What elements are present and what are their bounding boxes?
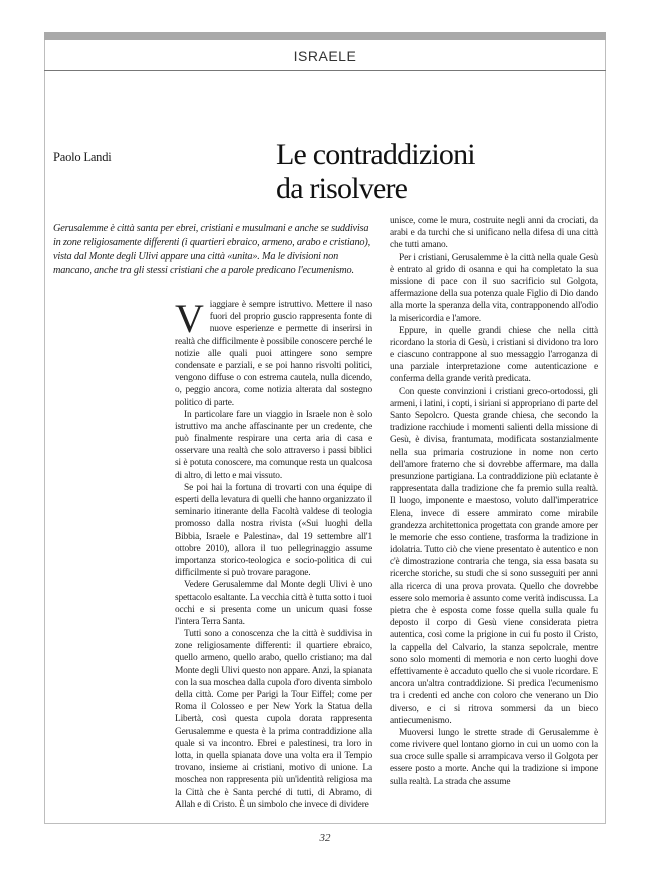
paragraph: In particolare fare un viaggio in Israele non è solo istruttivo ma anche affascinante per un credente, che può finalmente respirare una certa aria di casa e osservare una realtà che solo attraverso i passi biblici si è potuta conoscere, ma comunque resta un qualcosa di altro, di letto e mai vissuto. [175, 409, 372, 481]
title-line-1: Le contraddizioni [276, 138, 475, 171]
paragraph: Per i cristiani, Gerusalemme è la città nella quale Gesù è entrato al grido di osanna e qui ha completato la sua missione di pace con il suo sacrificio sul Golgota, affermazione della sua potenza quale Figlio di Dio dando alla morte la speranza della vita, contrapponendo all'odio la misericordia e l'amore. [390, 252, 598, 324]
paragraph: Se poi hai la fortuna di trovarti con una équipe di esperti della levatura di quelli che hanno organizzato il seminario itinerante della Facoltà valdese di teologia promosso dalla nostra rivista («Sui luoghi della Bibbia, Israele e Palestina», dal 19 settembre all'1 ottobre 2010), allora il tuo pellegrinaggio assume importanza storico-teologica e socio-politica di cui difficilmente si può trovare paragone. [175, 482, 372, 579]
drop-cap: V [175, 296, 204, 341]
page-number: 32 [319, 832, 331, 844]
header-bar [44, 32, 606, 40]
article-title [276, 138, 475, 206]
body-column-1 [175, 296, 372, 811]
page-border-bottom [44, 823, 606, 824]
body-column-2 [390, 215, 598, 788]
paragraph: Tutti sono a conoscenza che la città è suddivisa in zone religiosamente differenti: il quartiere ebraico, quello armeno, quello arabo, quello cristiano; ma dal Monte degli Ulivi questo non appare. Anzi, la spianata con la sua moschea dalla cupola d'oro diventa simbolo della città. Come per Parigi la Tour Eiffel; come per Roma il Colosseo e per New York la Statua della Libertà, così questa cupola dorata rappresenta Gerusalemme e questa è la prima contraddizione alla quale si va incontro. Ebrei e palestinesi, tra loro in lotta, in quella spianata dove una volta era il Tempio trovano, insieme ai cristiani, motivo di unione. La moschea non rappresenta più un'identità religiosa ma la Città che è Santa perché di tutti, di Abramo, di Allah e di Cristo. È un simbolo che invece di dividere [175, 629, 372, 810]
paragraph: unisce, come le mura, costruite negli anni da crociati, da arabi e da turchi che si unificano nella difesa di una città che tutti amano. [390, 216, 598, 251]
paragraph: Muoversi lungo le strette strade di Gerusalemme è come rivivere quel lontano giorno in cui un uomo con la sua croce sulle spalle si arrampicava verso il Golgota per essere posto a morte. Anche qui la tradizione si impone sulla realtà. La strada che assume [390, 727, 598, 787]
article-standfirst: Gerusalemme è città santa per ebrei, cristiani e musulmani e anche se suddivisa in zone religiosamente differenti (i quartieri ebraico, armeno, arabo e cristiano), vista dal Monte degli Ulivi appare una città «unita». Ma le divisioni non mancano, anche tra gli stessi cristiani che a parole predicano l'ecumenismo. [53, 223, 370, 276]
page-border-left [44, 40, 45, 824]
page-border-right [605, 40, 606, 824]
section-label: ISRAELE [293, 48, 357, 64]
paragraph: Vedere Gerusalemme dal Monte degli Ulivi è uno spettacolo esaltante. La vecchia città è tutta sotto i tuoi occhi e si presenta come un unicum quasi fosse l'intera Terra Santa. [175, 580, 372, 627]
paragraph: Viaggiare è sempre istruttivo. Mettere il naso fuori del proprio guscio rappresenta fonte di nuove esperienze e permette di inserirsi in realtà che difficilmente è possibile conoscere perché le notizie alle quali puoi attingere sono sempre condensate e parziali, e se poi hanno risvolti politici, vengono diffuse o con estrema cautela, nulla dicendo, o, peggio ancora, come notizia alterata dal sostegno politico di parte. [175, 296, 372, 408]
title-line-2: da risolvere [276, 172, 408, 205]
section-divider [44, 70, 606, 71]
author-byline: Paolo Landi [53, 150, 112, 164]
paragraph: Con queste convinzioni i cristiani greco-ortodossi, gli armeni, i latini, i copti, i siriani si appropriano di parte del Santo Sepolcro. Questa grande chiesa, che secondo la tradizione racchiude i momenti salienti della missione di Gesù, è divisa, frantumata, modificata sostanzialmente nella sua primaria costruzione in nome non certo dell'amore fraterno che si dovrebbe affermare, ma dalla presunzione partigiana. La contraddizione più eclatante è rappresentata dalla tradizione che fa premio sulla realtà. Il luogo, imponente e maestoso, voluto dall'imperatrice Elena, invece di essere ammirato come mirabile grandezza architettonica progettata con grande amore per le memorie che esso contiene, trasforma la tradizione in idolatria. Tutto ciò che viene presentato è autentico e non c'è dimostrazione contraria che tenga, sia essa basata su ricerche storiche, su studi che si sono susseguiti per anni alla ricerca di una prova provata. Quello che dovrebbe essere solo memoria è assunto come verità indiscussa. La pietra che è esposta come fosse quella sulla quale fu deposto il corpo di Gesù viene considerata pietra autentica, così come la prigione in cui fu posto il Cristo, la cappella del Calvario, la stanza sepolcrale, mentre sono solo momenti di memoria e non certo luoghi dove effettivamente è accaduto quello che si vuole ricordare. E ancora un'altra contraddizione. Si predica l'ecumenismo tra i credenti ed anche con coloro che venerano un Dio diverso, e ci si ritrova sommersi da un bieco antiecumenismo. [390, 386, 598, 726]
paragraph: Eppure, in quelle grandi chiese che nella città ricordano la storia di Gesù, i cristiani si dividono tra loro e ciascuno contrappone al suo messaggio l'arroganza di una parziale interpretazione come autenticazione e conferma della grande verità predicata. [390, 325, 598, 385]
